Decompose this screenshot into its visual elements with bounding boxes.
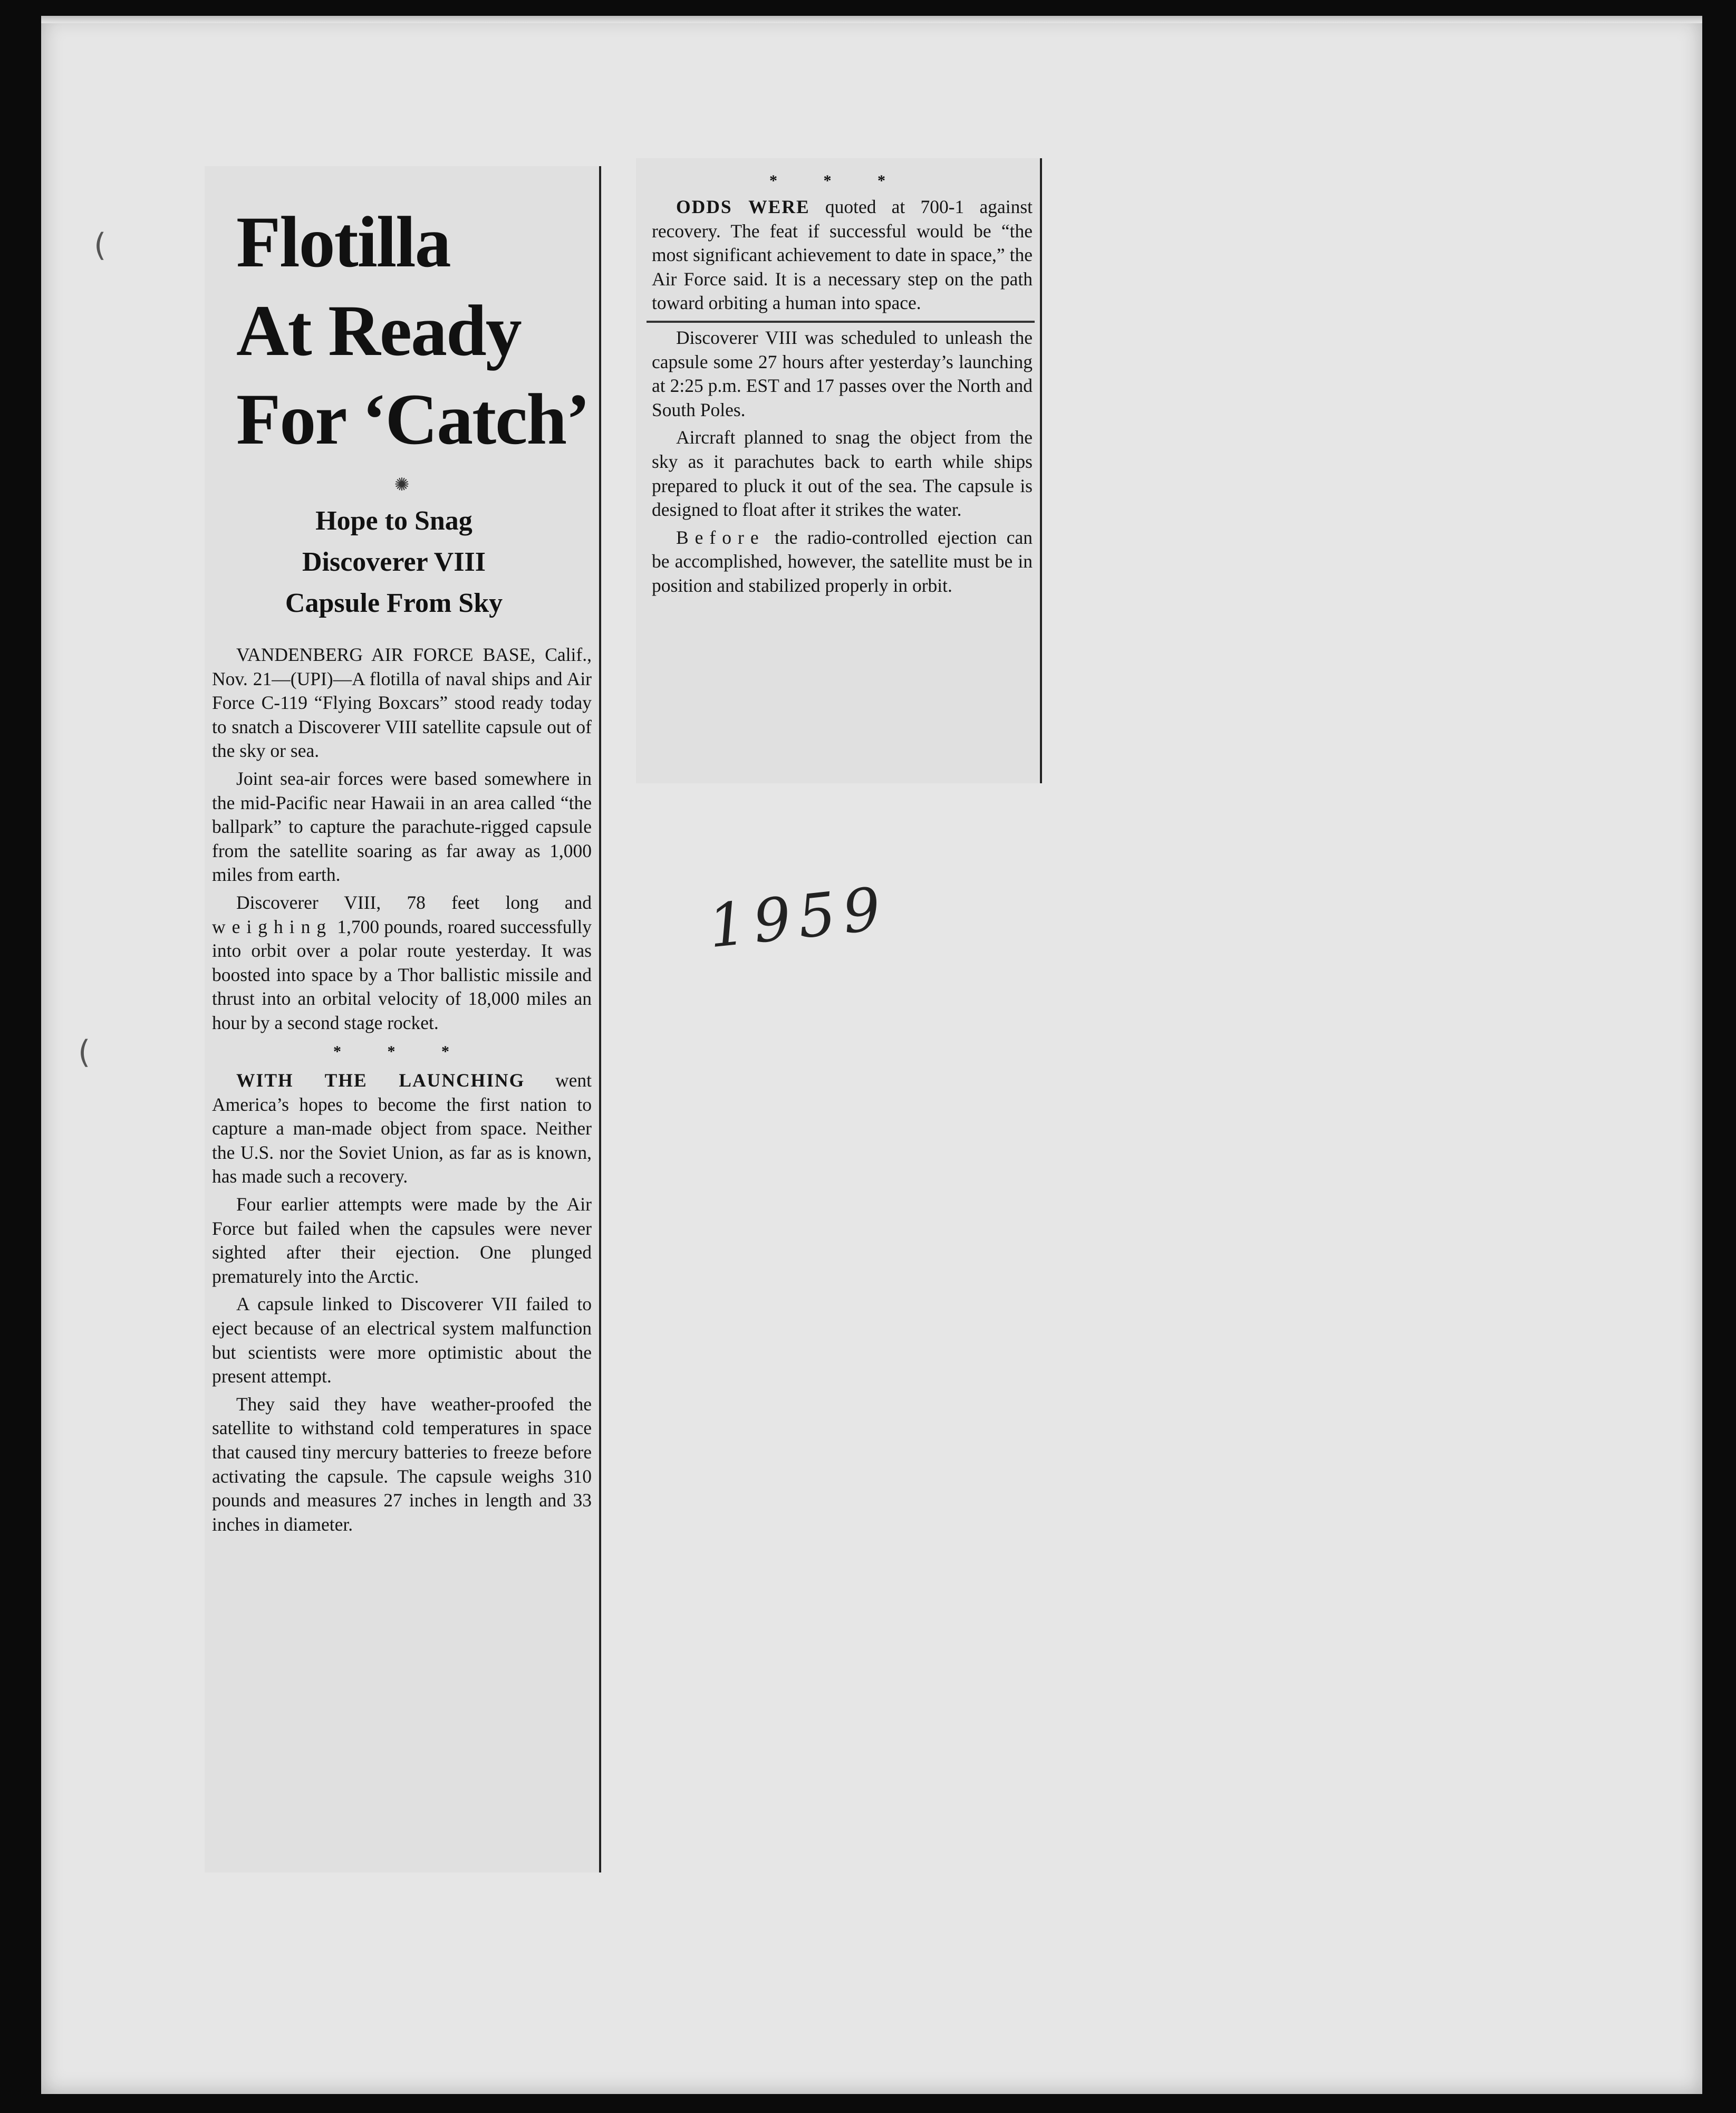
paragraph: A capsule linked to Discoverer VII failed to eject because of an electrical system malfunction but scientists were more optimistic about the present attempt. bbox=[212, 1293, 592, 1387]
paragraph: Four earlier attempts were made by the Air Force but failed when the capsules were never sighted after their ejection. One plunged prematurely into the Arctic. bbox=[212, 1194, 592, 1287]
article-column-2-cont bbox=[636, 326, 1040, 598]
text-run: quoted at 700-1 against recovery. The feat if successful would be “the most significant achievement to date in space,” the Air Force said. It is a necessary step on the path toward orbiting a human into space. bbox=[652, 196, 1033, 314]
paragraph: They said they have weather-proofed the satellite to withstand cold temperatures in space that caused tiny mercury batteries to freeze before activating the capsule. The capsule weighs 310 pounds and measures 27 inches in length and 33 inches in diameter. bbox=[212, 1393, 592, 1535]
ornament-icon: ✺ bbox=[394, 475, 410, 495]
headline-line: At Ready bbox=[236, 290, 521, 371]
article-column-2 bbox=[636, 195, 1040, 315]
paragraph: Joint sea-air forces were based somewhere in the mid-Pacific near Hawaii in an area called “the ballpark” to capture the parachute-rigged capsule from the satellite soaring as far away as 1,000 miles from earth. bbox=[212, 767, 592, 886]
headline-line: Flotilla bbox=[236, 201, 450, 282]
paragraph bbox=[212, 1069, 592, 1189]
lead-in: ODDS WERE bbox=[676, 196, 810, 217]
article-column-1 bbox=[205, 643, 599, 1536]
sheet-top-edge bbox=[41, 16, 1702, 23]
subheadline-line: Discoverer VIII bbox=[302, 547, 486, 577]
paragraph: Aircraft planned to snag the object from the sky as it parachutes back to earth while ships prepared to pluck it out of the sea. The capsule is designed to float after it strikes the water. bbox=[652, 427, 1033, 521]
headline bbox=[236, 198, 599, 464]
clipping-continuation bbox=[636, 158, 1042, 783]
text-run: the radio-controlled ejection can be accomplished, however, the satellite must be in position and stabilized properly in orbit. bbox=[652, 526, 1033, 596]
section-break: * * * bbox=[333, 1042, 470, 1060]
headline-line: For ‘Catch’ bbox=[236, 379, 590, 459]
paragraph bbox=[652, 195, 1033, 315]
text-run: Before bbox=[676, 526, 765, 548]
margin-mark: ( bbox=[78, 1034, 91, 1071]
clipping-main bbox=[205, 166, 601, 1872]
text-run: went America’s hopes to become the first nation to capture a man-made object from space. Neither the U.S. nor the Soviet Union, as far as is known, has made such a recovery. bbox=[212, 1070, 592, 1187]
text-run: weighing bbox=[212, 916, 333, 937]
section-break: * * * bbox=[769, 172, 906, 189]
paragraph bbox=[652, 526, 1033, 598]
paragraph bbox=[212, 891, 592, 1035]
handwritten-year: 1959 bbox=[705, 874, 891, 962]
paragraph: VANDENBERG AIR FORCE BASE, Calif., Nov. 21—(UPI)—A flotilla of naval ships and Air Force C-119 “Flying Boxcars” stood ready today to snatch a Discoverer VIII satellite capsule out of the sky or sea. bbox=[212, 644, 592, 762]
text-run: 1,700 pounds, roared successfully into orbit over a polar route yesterday. It was boosted into space by a Thor ballistic missile and thrust into an orbital velocity of 18,000 miles an hour by a second stage rocket. bbox=[212, 916, 592, 1033]
text-run: Discoverer VIII, 78 feet long and bbox=[236, 891, 592, 913]
subheadline-line: Hope to Snag bbox=[315, 506, 472, 536]
paragraph: Discoverer VIII was scheduled to unleash the capsule some 27 hours after yesterday’s launching at 2:25 p.m. EST and 17 passes over the North and South Poles. bbox=[652, 326, 1033, 420]
subheadline bbox=[205, 501, 583, 624]
margin-mark: ( bbox=[94, 227, 107, 264]
subheadline-line: Capsule From Sky bbox=[285, 588, 503, 618]
scan-sheet bbox=[41, 16, 1702, 2094]
cut-line bbox=[647, 321, 1035, 323]
lead-in: WITH THE LAUNCHING bbox=[236, 1070, 525, 1091]
